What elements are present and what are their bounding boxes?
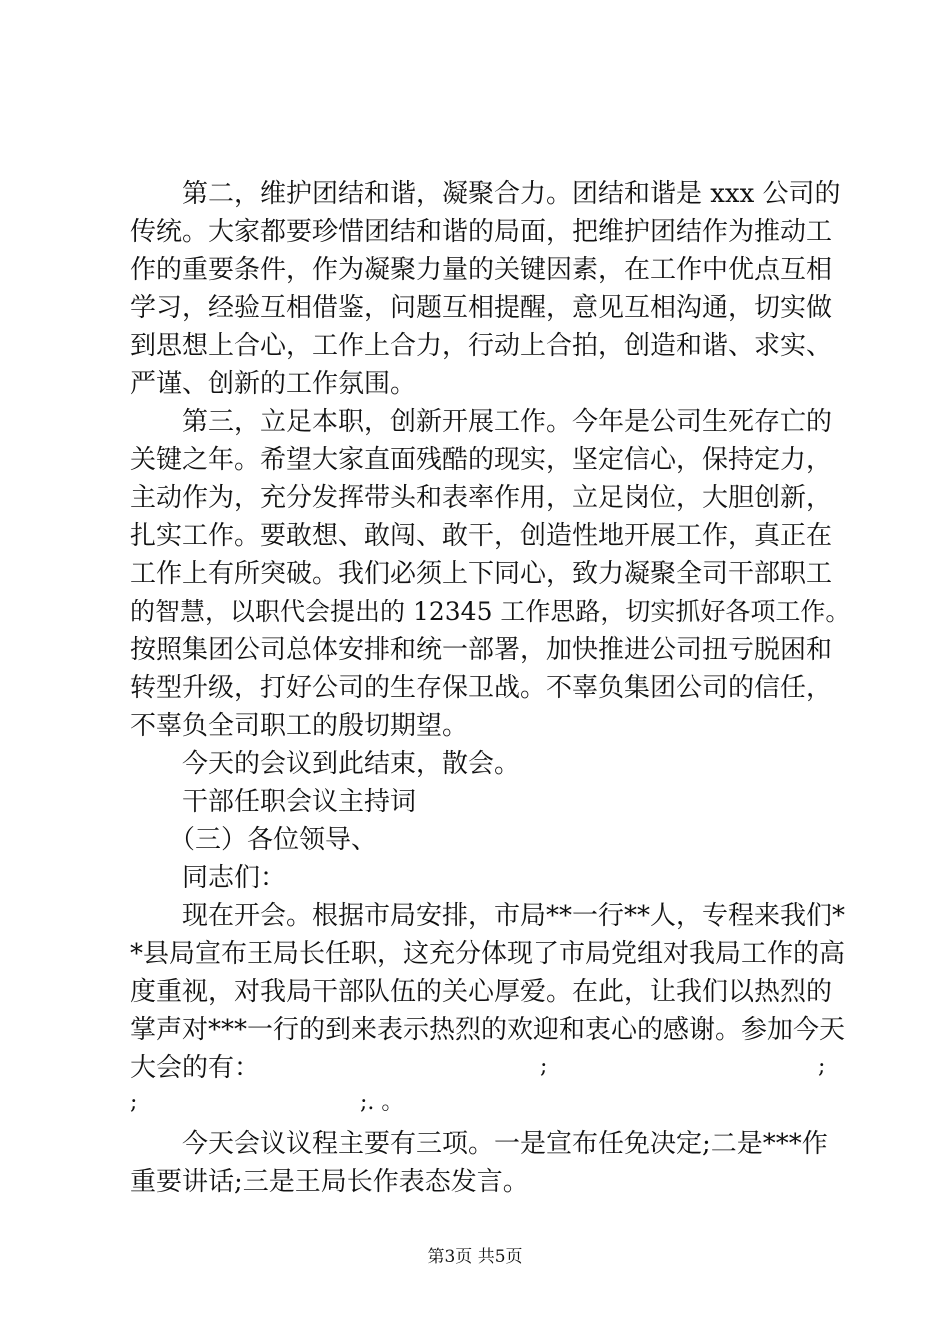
paragraph-2-line: 传统。大家都要珍惜团结和谐的局面，把维护团结作为推动工 xyxy=(130,217,833,247)
paragraph-2-line: 严谨、创新的工作氛围。 xyxy=(130,369,417,399)
document-subtitle: （三）各位领导、 xyxy=(130,825,378,855)
paragraph-3-line: 工作上有所突破。我们必须上下同心，致力凝聚全司干部职工 xyxy=(130,559,833,589)
paragraph-3-line: 关键之年。希望大家直面残酷的现实，坚定信心，保持定力， xyxy=(130,445,833,475)
paragraph-3-line: 的智慧，以职代会提出的 12345 工作思路，切实抓好各项工作。 xyxy=(130,597,851,626)
paragraph-4-line: 现在开会。根据市局安排，市局**一行**人，专程来我们* xyxy=(130,901,846,931)
attendee-semicolon: ; xyxy=(818,1054,826,1079)
document-title: 干部任职会议主持词 xyxy=(130,787,417,817)
attendee-semicolon: ;. 。 xyxy=(360,1090,404,1115)
agenda-intro-line: 重要讲话;三是王局长作表态发言。 xyxy=(130,1167,529,1197)
paragraph-2-line: 学习，经验互相借鉴，问题互相提醒，意见互相沟通，切实做 xyxy=(130,293,833,323)
page-footer: 第3页 共5页 xyxy=(427,1247,523,1267)
paragraph-3-line: 第三，立足本职，创新开展工作。今年是公司生死存亡的 xyxy=(130,407,833,437)
paragraph-4-line: *县局宣布王局长任职，这充分体现了市局党组对我局工作的高 xyxy=(130,939,846,969)
paragraph-2-line: 第二，维护团结和谐，凝聚合力。团结和谐是 xxx 公司的 xyxy=(130,179,841,209)
attendee-semicolon: ; xyxy=(540,1054,548,1079)
paragraph-4-line: 度重视，对我局干部队伍的关心厚爱。在此，让我们以热烈的 xyxy=(130,977,833,1007)
paragraph-3-line: 按照集团公司总体安排和统一部署，加快推进公司扭亏脱困和 xyxy=(130,635,833,665)
paragraph-4-line: 大会的有： xyxy=(130,1053,261,1083)
greeting: 同志们： xyxy=(130,863,287,893)
paragraph-2-line: 作的重要条件，作为凝聚力量的关键因素，在工作中优点互相 xyxy=(130,255,833,285)
paragraph-2-line: 到思想上合心，工作上合力，行动上合拍，创造和谐、求实、 xyxy=(130,331,833,361)
paragraph-3-line: 扎实工作。要敢想、敢闯、敢干，创造性地开展工作，真正在 xyxy=(130,521,833,551)
paragraph-3-line: 主动作为，充分发挥带头和表率作用，立足岗位，大胆创新， xyxy=(130,483,833,513)
paragraph-4-line: 掌声对***一行的到来表示热烈的欢迎和衷心的感谢。参加今天 xyxy=(130,1015,846,1045)
paragraph-3-line: 转型升级，打好公司的生存保卫战。不辜负集团公司的信任， xyxy=(130,673,833,703)
agenda-intro-line: 今天会议议程主要有三项。一是宣布任免决定;二是***作 xyxy=(130,1129,828,1159)
attendee-semicolon: ; xyxy=(130,1090,138,1115)
closing-line: 今天的会议到此结束，散会。 xyxy=(130,749,521,779)
paragraph-3-line: 不辜负全司职工的殷切期望。 xyxy=(130,711,469,741)
